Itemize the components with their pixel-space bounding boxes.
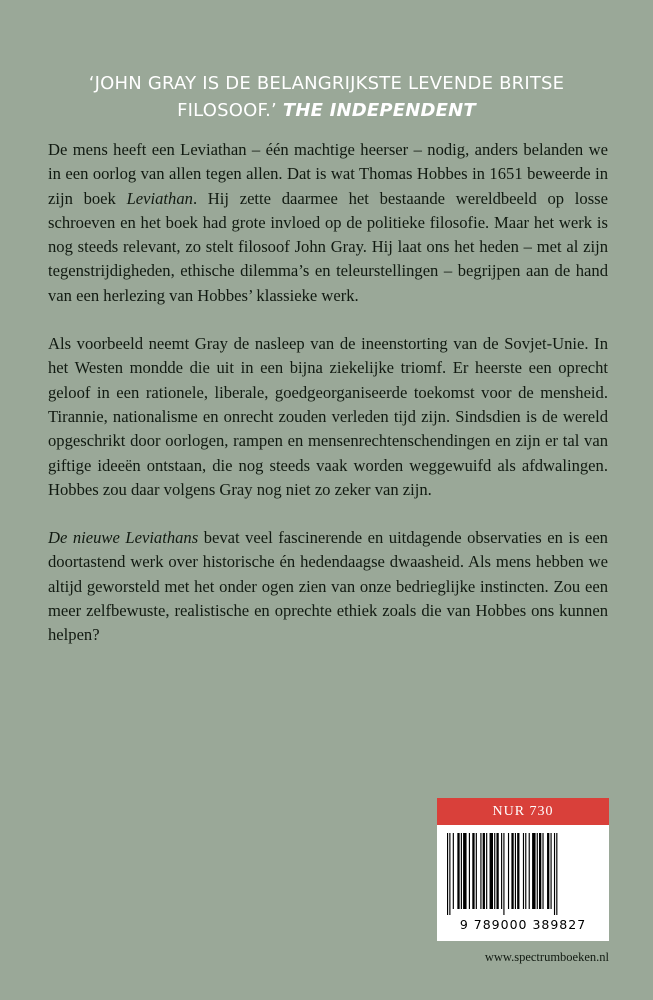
barcode-bar (539, 833, 541, 909)
blurb-p3-rest: bevat veel fascinerende en uitdagende observaties en is een doortastend werk over historische én hedendaagse dwaasheid. Als mens hebben we altijd geworsteld met het onder ogen zien van onze bedrieglijke instincten. Zou een meer zelfbewuste, realistische en oprechte ethiek zoals die van Hobbes ons kunnen helpen? (48, 528, 608, 645)
barcode-bar (463, 833, 466, 909)
barcode-bar (483, 833, 485, 909)
quote-source: THE INDEPENDENT (282, 100, 476, 121)
barcode-bar (447, 833, 448, 915)
barcode-bar (551, 833, 552, 909)
barcode-bar (547, 833, 549, 909)
barcode-bar (515, 833, 516, 909)
nur-code: NUR 730 (437, 798, 609, 825)
barcode-bar (469, 833, 470, 909)
barcode-bar (529, 833, 530, 909)
barcode-bar (503, 833, 504, 915)
barcode-bar (517, 833, 519, 909)
isbn-number: 9 789000 389827 (459, 917, 587, 932)
barcode (437, 825, 609, 941)
barcode-bar (556, 833, 557, 915)
barcode-bar (457, 833, 459, 909)
barcode-bar (542, 833, 543, 909)
barcode-bar (453, 833, 454, 909)
blurb-paragraph-2: Als voorbeeld neemt Gray de nasleep van de ineenstorting van de Sovjet-Unie. In het Westen mondde die uit in een bijna ziekelijke triomf. Er heerste een oprecht geloof in een rationele, liberale, goedgeorganiseerde toekomst voor de mensheid. Tirannie, nationalisme en onrecht zouden verleden tijd zijn. Sindsdien is de wereld opgeschrikt door oorlogen, rampen en mensenrechtenschendingen en zijn er tal van giftige ideeën ontstaan, die nog steeds vaak worden weggewuifd als afdwalingen. Hobbes zou daar volgens Gray nog niet zo zeker van zijn. (48, 334, 608, 499)
barcode-bar (523, 833, 524, 909)
barcode-bar (480, 833, 481, 909)
book-title-nieuwe-leviathans: De nieuwe Leviathans (48, 528, 199, 548)
barcode-bar (490, 833, 493, 909)
barcode-bars (447, 833, 599, 915)
barcode-bar (494, 833, 495, 909)
blurb-p1-text: De mens heeft een Leviathan – één machtige heerser – nodig, anders belanden we in een oorlog van allen tegen allen. Dat is wat Thomas Hobbes in 1651 beweerde in zijn boek (48, 140, 608, 208)
blurb-paragraph-3 (48, 526, 608, 647)
book-title-leviathan: Leviathan (126, 188, 193, 208)
blurb-paragraph-1 (48, 138, 608, 308)
barcode-bar (537, 833, 538, 909)
barcode-bar (554, 833, 555, 915)
barcode-bar (501, 833, 502, 909)
quote-text: ‘JOHN GRAY IS DE BELANGRIJKSTE LEVENDE BRITSE FILOSOOF.’ (88, 73, 565, 121)
barcode-bar (496, 833, 498, 909)
barcode-bar (486, 833, 487, 909)
barcode-bar (511, 833, 513, 909)
barcode-bar (461, 833, 462, 909)
blurb (48, 138, 608, 672)
barcode-bar (449, 833, 450, 915)
cover-quote (40, 70, 613, 124)
barcode-bar (525, 833, 526, 909)
publisher-website: www.spectrumboeken.nl (484, 950, 609, 964)
barcode-bar (508, 833, 509, 909)
barcode-bar (532, 833, 535, 909)
barcode-bar (472, 833, 474, 909)
blurb-p1-rest: . Hij zette daarmee het bestaande wereldbeeld op losse schroeven en het boek had grote invloed op de politieke filosofie. Maar het werk is nog steeds relevant, zo stelt filosoof John Gray. Hij laat ons het heden – met al zijn tegenstrijdigheden, ethische dilemma’s en teleurstellingen – begrijpen aan de hand van een herlezing van Hobbes’ klassieke werk. (48, 188, 608, 305)
barcode-bar (476, 833, 477, 909)
